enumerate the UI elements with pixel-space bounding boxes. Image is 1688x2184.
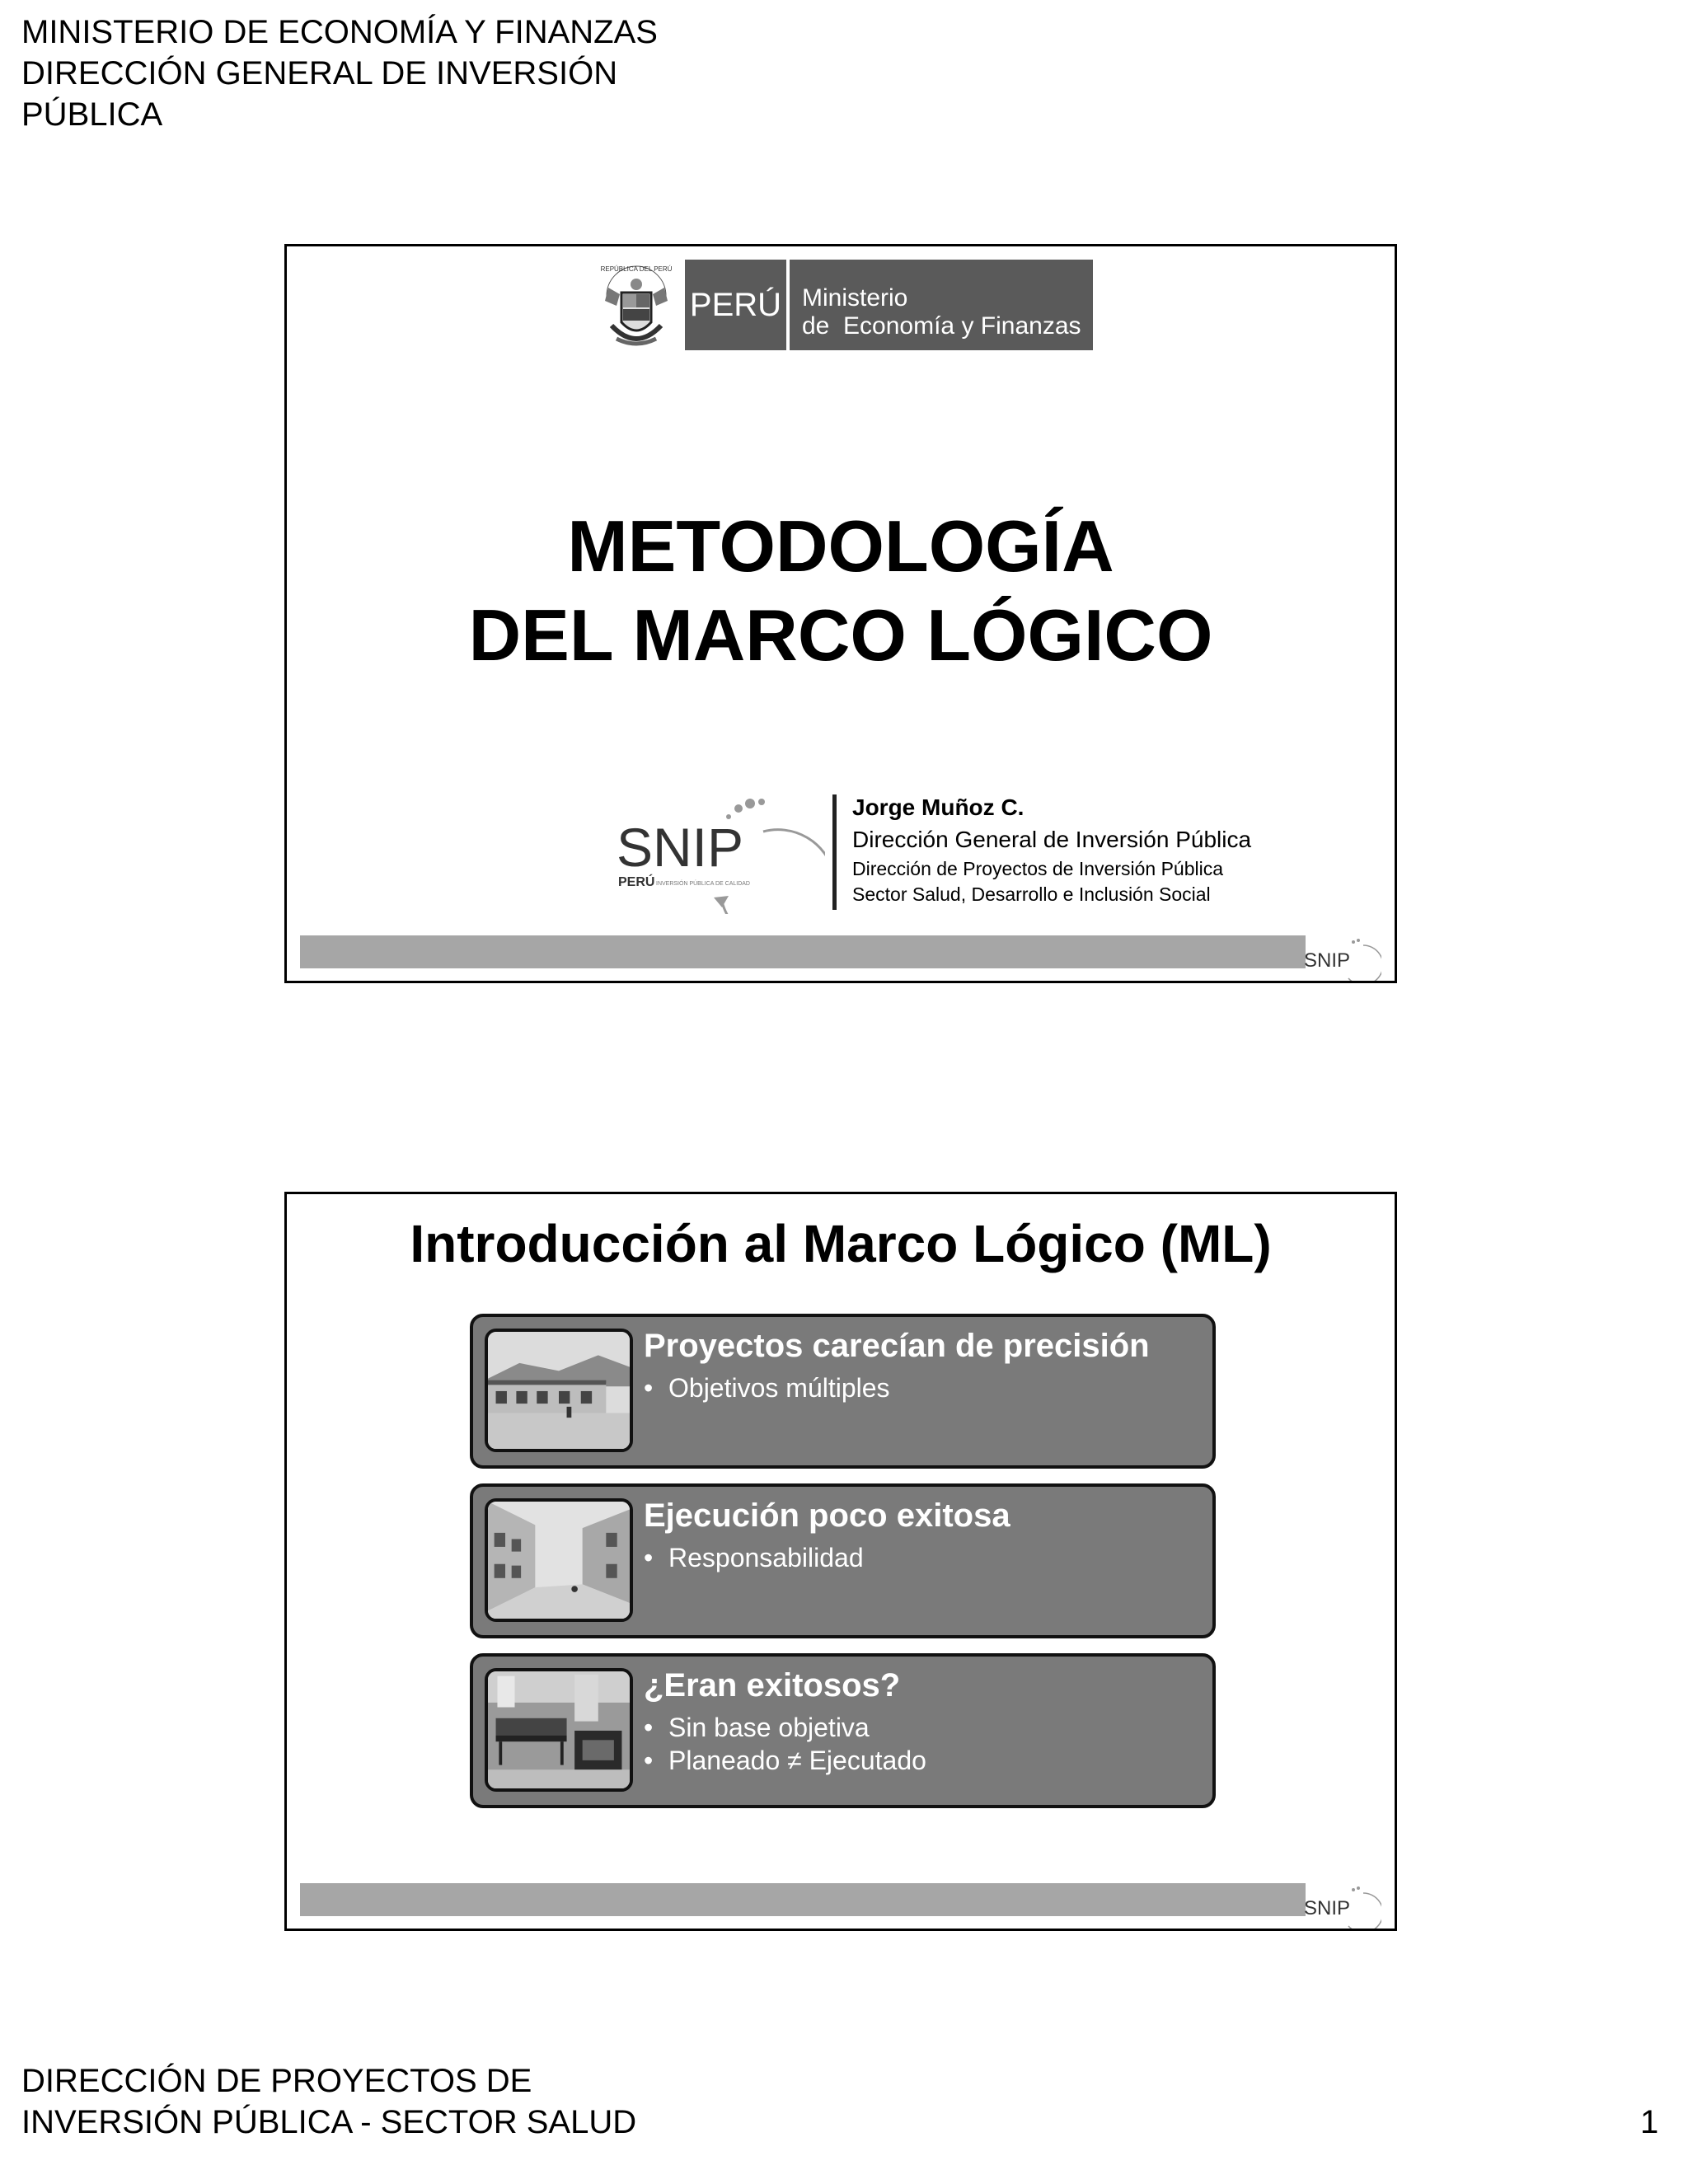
page-number: 1 (1640, 2104, 1659, 2140)
page-footer (21, 2060, 636, 2143)
sub-direction: Dirección de Proyectos de Inversión Pública (852, 858, 1224, 879)
mef-logo (598, 260, 1093, 355)
content-card (470, 1314, 1216, 1469)
slide-heading: Introducción al Marco Lógico (ML) (410, 1214, 1272, 1273)
mef-ministry-line: de Economía y Finanzas (802, 312, 1081, 340)
snip-logo (615, 790, 825, 914)
svg-text:INVERSIÓN PÚBLICA DE CALIDAD: INVERSIÓN PÚBLICA DE CALIDAD (656, 881, 750, 887)
author-name: Jorge Muñoz C. (852, 794, 1025, 820)
title-line: DEL MARCO LÓGICO (468, 594, 1213, 676)
card-title: ¿Eran exitosos? (644, 1667, 901, 1704)
slide-footer-bar (300, 935, 1306, 968)
bullet-item: • Responsabilidad (644, 1541, 864, 1574)
card-title: Proyectos carecían de precisión (644, 1328, 1150, 1364)
page-header (21, 12, 658, 135)
svg-text:SNIP: SNIP (1304, 949, 1351, 972)
building-icon (485, 1329, 633, 1452)
coat-of-arms-icon (598, 263, 674, 355)
svg-text:SNIP: SNIP (617, 817, 744, 878)
hospital-beds-icon (485, 1668, 633, 1792)
mef-country: PERÚ (685, 260, 790, 350)
content-card (470, 1653, 1216, 1808)
slide-title (284, 244, 1397, 983)
bullet-item: • Planeado ≠ Ejecutado (644, 1744, 926, 1777)
sector: Sector Salud, Desarrollo e Inclusión Social (852, 883, 1211, 905)
mef-ministry-line: Ministerio (802, 284, 908, 312)
slide-introduction (284, 1192, 1397, 1931)
card-bullets (644, 1371, 890, 1404)
footer-line: DIRECCIÓN DE PROYECTOS DE (21, 2063, 532, 2099)
mef-ministry (802, 284, 1081, 340)
title-line: METODOLOGÍA (567, 505, 1114, 587)
card-bullets (644, 1711, 926, 1777)
footer-line: INVERSIÓN PÚBLICA - SECTOR SALUD (21, 2104, 637, 2140)
card-bullets (644, 1541, 864, 1574)
header-line: DIRECCIÓN GENERAL DE INVERSIÓN (21, 55, 618, 91)
direction: Dirección General de Inversión Pública (852, 827, 1252, 852)
slide-title-heading (287, 502, 1395, 680)
bullet-item: • Objetivos múltiples (644, 1371, 890, 1404)
street-icon (485, 1498, 633, 1622)
presenter-credits (852, 792, 1251, 907)
bullet-item: • Sin base objetiva (644, 1711, 926, 1744)
card-title: Ejecución poco exitosa (644, 1497, 1010, 1534)
snip-footer-logo (1299, 1883, 1381, 1929)
content-card (470, 1483, 1216, 1638)
svg-text:PERÚ: PERÚ (618, 875, 655, 889)
divider (832, 794, 837, 910)
svg-text:SNIP: SNIP (1304, 1897, 1351, 1919)
svg-text:REPÚBLICA DEL PERÚ: REPÚBLICA DEL PERÚ (600, 265, 673, 273)
header-line: PÚBLICA (21, 96, 163, 133)
mef-logo-box (685, 260, 1093, 350)
snip-footer-logo (1299, 935, 1381, 982)
slide-footer-bar (300, 1883, 1306, 1916)
header-line: MINISTERIO DE ECONOMÍA Y FINANZAS (21, 14, 658, 50)
